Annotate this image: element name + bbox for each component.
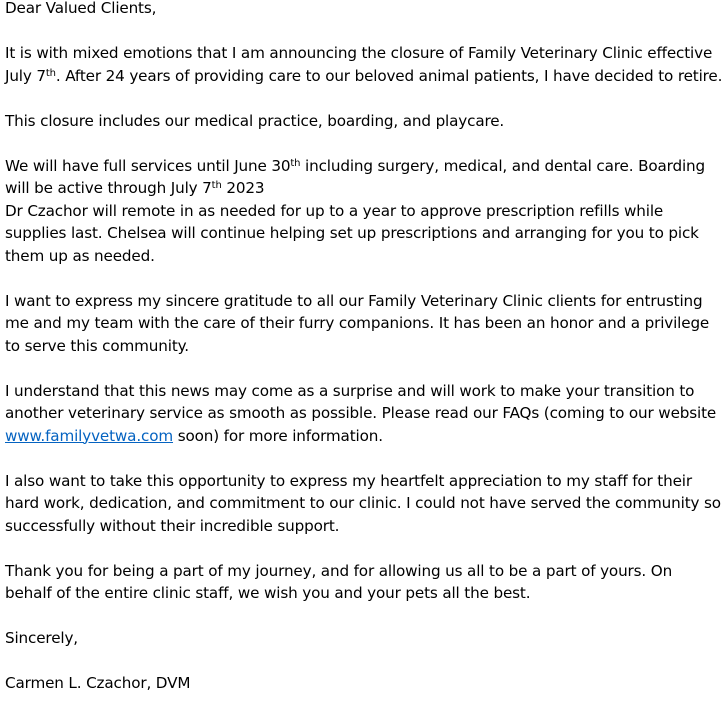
paragraph-text: including surgery, medical, and dental care. Boarding will be active through July 7 <box>5 156 706 197</box>
greeting: Dear Valued Clients, <box>5 0 157 17</box>
paragraph-prescriptions: Dr Czachor will remote in as needed for up to a year to approve prescription refills while supplies last. Chelsea will continue helping set up prescriptions and arranging for you to pick them up as needed. <box>5 201 699 265</box>
paragraph-text: I understand that this news may come as a surprise and will work to make your transition to another veterinary service as smooth as possible. Please read our FAQs (coming to our website <box>5 381 717 422</box>
paragraph-closure-announcement <box>5 42 723 87</box>
paragraph-staff-appreciation: I also want to take this opportunity to express my heartfelt appreciation to my staff for their hard work, dedication, and commitment to our clinic. I could not have served the community so successfully without their incredible support. <box>5 471 721 535</box>
paragraph-service-dates <box>5 155 723 200</box>
paragraph-text: 2023 <box>221 179 265 197</box>
ordinal-suffix: th <box>45 67 56 79</box>
closing: Sincerely, <box>5 629 78 647</box>
paragraph-gratitude: I want to express my sincere gratitude to all our Family Veterinary Clinic clients for entrusting me and my team with the care of their furry companions. It has been an honor and a privilege to serve this community. <box>5 291 710 355</box>
paragraph-text: We will have full services until June 30 <box>5 156 291 175</box>
paragraph-text: . After 24 years of providing care to our beloved animal patients, I have decided to retire. <box>55 66 723 85</box>
paragraph-text: It is with mixed emotions that I am announcing the closure of Family Veterinary Clinic effective July 7 <box>5 44 713 85</box>
paragraph-transition <box>5 380 723 448</box>
paragraph-text: soon) for more information. <box>173 426 383 445</box>
paragraph-closure-scope: This closure includes our medical practice, boarding, and playcare. <box>5 111 505 130</box>
ordinal-suffix: th <box>290 157 301 169</box>
ordinal-suffix: th <box>211 180 222 191</box>
letter-body <box>5 0 723 695</box>
website-link[interactable]: www.familyvetwa.com <box>5 426 174 445</box>
signature: Carmen L. Czachor, DVM <box>5 674 191 692</box>
paragraph-thank-you: Thank you for being a part of my journey, and for allowing us all to be a part of yours. On behalf of the entire clinic staff, we wish you and your pets all the best. <box>5 561 673 602</box>
